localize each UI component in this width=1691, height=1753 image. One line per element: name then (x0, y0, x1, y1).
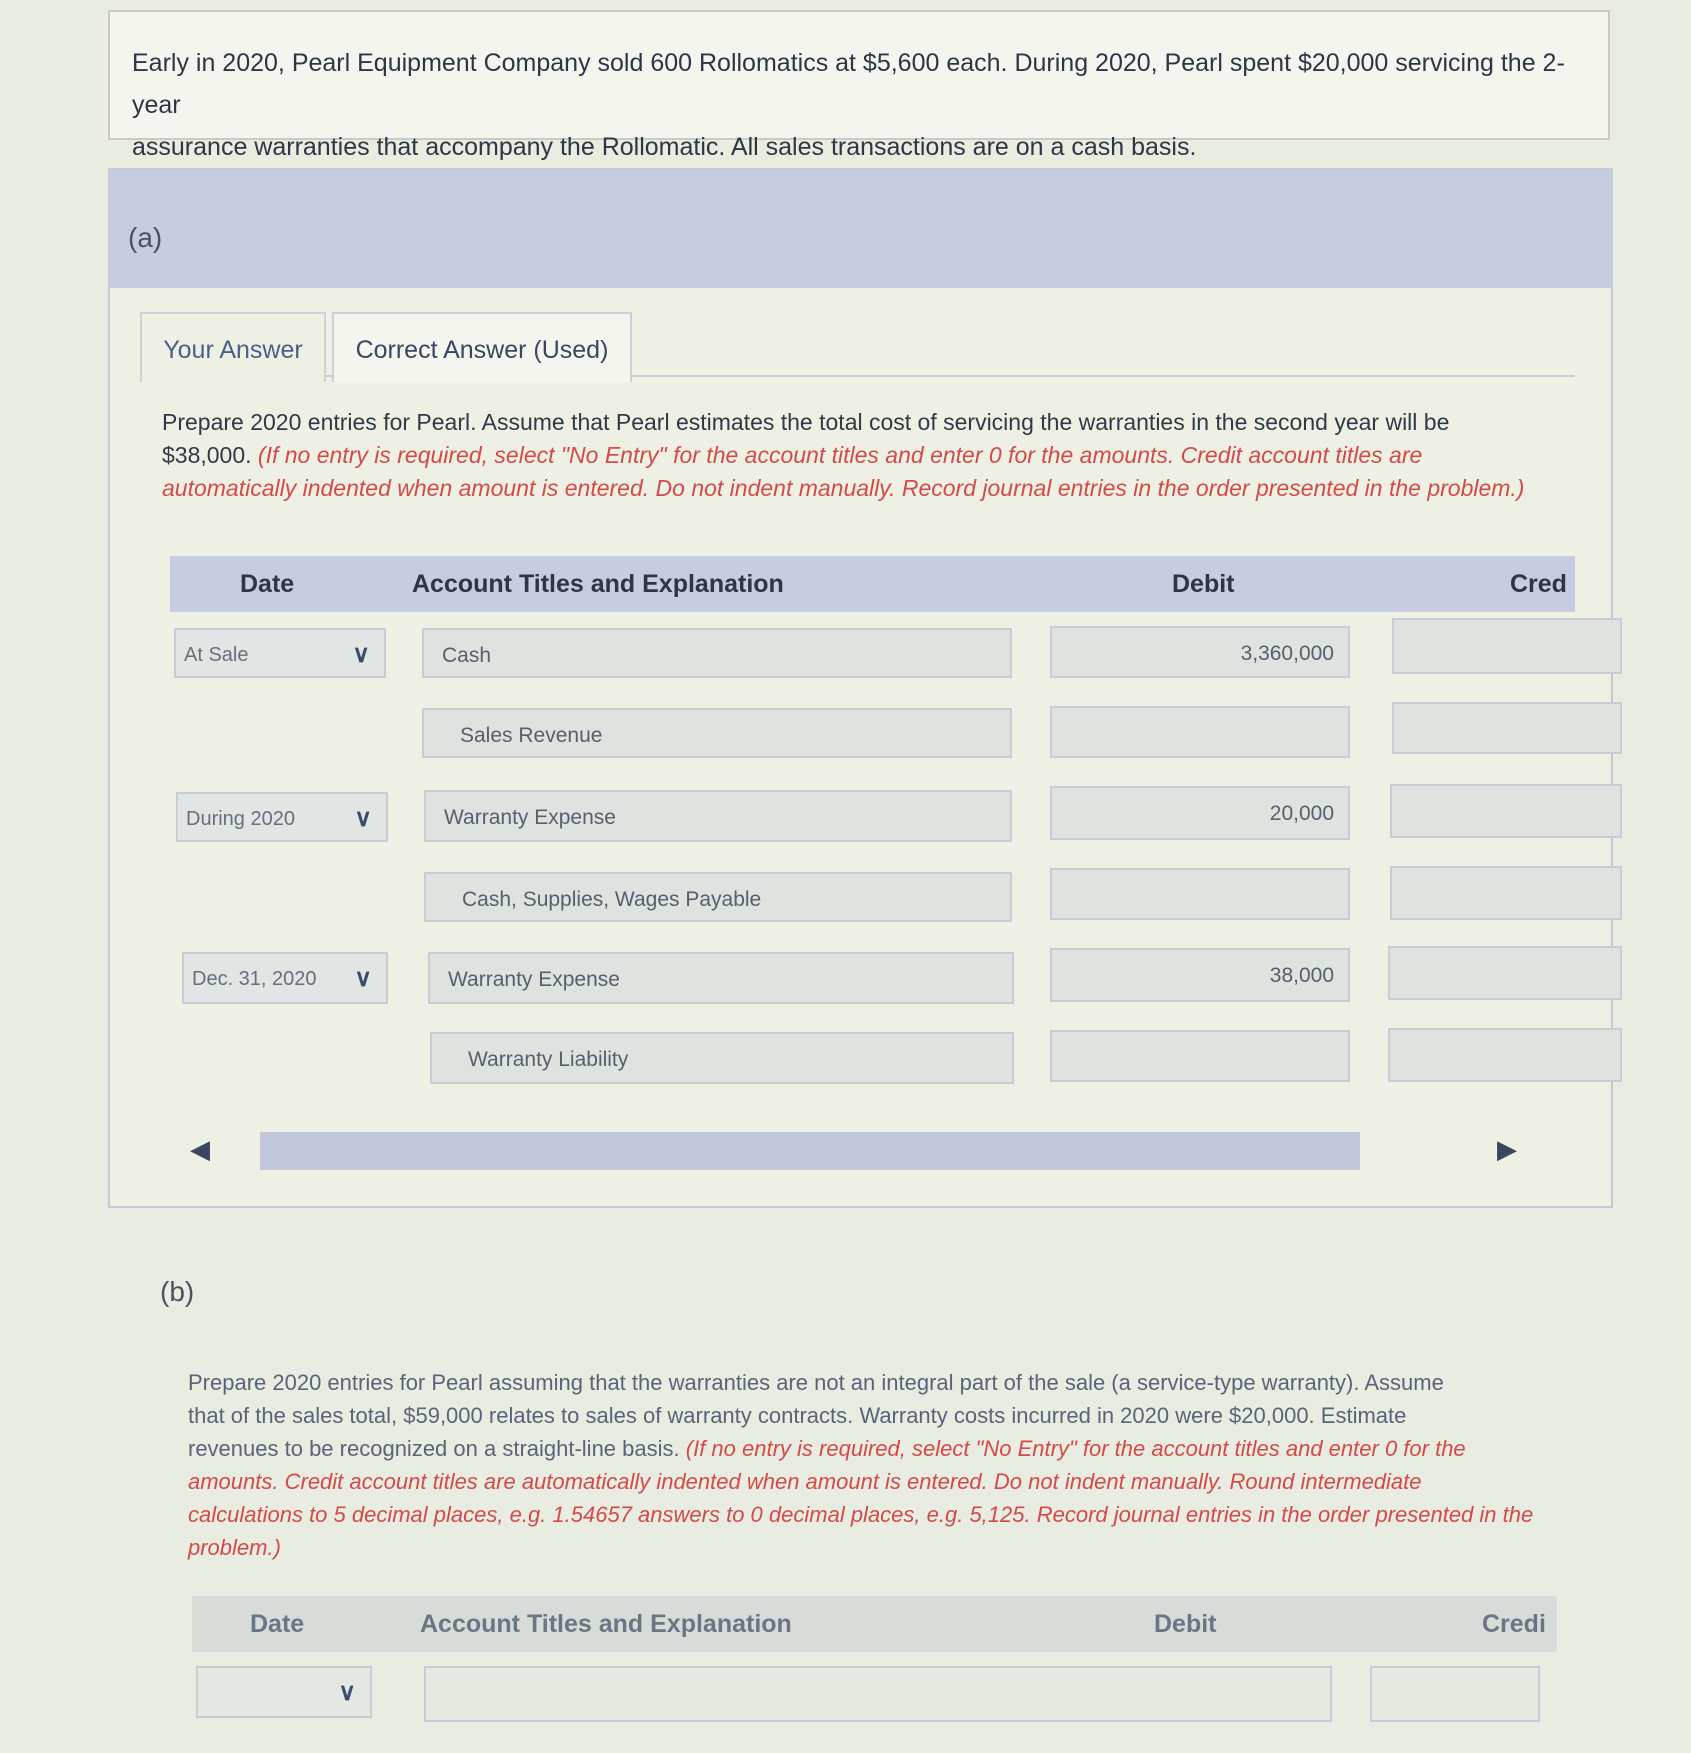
part-a-label: (a) (128, 222, 163, 253)
header-account: Account Titles and Explanation (420, 1610, 792, 1638)
credit-field-row-3[interactable] (1390, 784, 1622, 838)
debit-field-row-4[interactable] (1050, 868, 1350, 920)
date-select-value: During 2020 (186, 808, 295, 830)
credit-field-row-5[interactable] (1388, 946, 1622, 1000)
chevron-down-icon: ∨ (352, 641, 370, 668)
credit-field-row-1[interactable] (1392, 618, 1622, 674)
header-date: Date (240, 570, 295, 598)
account-field-row-1[interactable]: Cash (422, 628, 1012, 678)
chevron-down-icon: ∨ (338, 1679, 356, 1706)
instruction-note: (If no entry is required, select "No Entry" for the account titles and enter 0 for the amounts. Credit account titles are (257, 442, 1423, 468)
date-select-value: At Sale (184, 644, 249, 666)
account-field-row-5[interactable]: Warranty Expense (428, 952, 1014, 1004)
header-debit: Debit (1154, 1610, 1217, 1638)
instruction-note: amounts. Credit account titles are automatically indented when amount is entered. Do not indent manually. Round intermediate (188, 1469, 1422, 1494)
tab-correct-answer[interactable]: Correct Answer (Used) (332, 312, 632, 382)
date-select-row-5[interactable] (182, 952, 388, 1004)
instruction-text: Prepare 2020 entries for Pearl assuming that the warranties are not an integral part of the sale (a service-type warranty). Assume (188, 1370, 1444, 1395)
credit-field-row-6[interactable] (1388, 1028, 1622, 1082)
account-field-row-3[interactable]: Warranty Expense (424, 790, 1012, 842)
journal-table-header (170, 556, 1575, 612)
tab-your-answer[interactable]: Your Answer (140, 312, 326, 382)
instruction-text: that of the sales total, $59,000 relates to sales of warranty contracts. Warranty costs incurred in 2020 were $20,000. Estimate (188, 1403, 1407, 1428)
header-credit: Credi (1482, 1610, 1546, 1638)
part-b-instructions (188, 1366, 1598, 1564)
part-a-section (108, 168, 1613, 1208)
part-a-header (110, 170, 1611, 288)
debit-field-row-2[interactable] (1050, 706, 1350, 758)
account-field-row-6[interactable]: Warranty Liability (430, 1032, 1014, 1084)
horizontal-scrollbar[interactable] (152, 1126, 1537, 1176)
part-b-date-select-row-1[interactable] (196, 1666, 372, 1718)
part-a-instructions (162, 406, 1572, 505)
header-debit: Debit (1172, 570, 1235, 598)
date-select-row-1[interactable] (174, 628, 386, 678)
part-b-label: (b) (160, 1276, 195, 1307)
instruction-note: problem.) (188, 1535, 281, 1560)
triangle-right-icon[interactable]: ▶ (1497, 1134, 1517, 1164)
instruction-text: revenues to be recognized on a straight-line basis. (188, 1436, 680, 1461)
problem-statement (108, 10, 1610, 161)
account-field-row-4[interactable]: Cash, Supplies, Wages Payable (424, 872, 1012, 922)
date-select-row-3[interactable] (176, 792, 388, 842)
problem-line-1: Early in 2020, Pearl Equipment Company sold 600 Rollomatics at $5,600 each. During 2020, Pearl spent $20,000 servicing the 2-year (132, 49, 1565, 119)
instruction-note: (If no entry is required, select "No Entry" for the account titles and enter 0 for the (685, 1436, 1466, 1461)
header-credit: Cred (1510, 570, 1567, 598)
instruction-text: Prepare 2020 entries for Pearl. Assume that Pearl estimates the total cost of servicing the warranties in the second year will be (162, 409, 1450, 435)
chevron-down-icon: ∨ (354, 965, 372, 992)
header-account: Account Titles and Explanation (412, 570, 784, 598)
credit-field-row-4[interactable] (1390, 866, 1622, 920)
part-b-credit-field-row-1[interactable] (1370, 1666, 1540, 1722)
header-date: Date (250, 1610, 305, 1638)
credit-field-row-2[interactable] (1392, 702, 1622, 754)
scrollbar-thumb[interactable] (260, 1132, 1360, 1170)
part-b-account-field-row-1[interactable] (424, 1666, 1332, 1722)
date-select-value: Dec. 31, 2020 (192, 968, 317, 990)
instruction-note: automatically indented when amount is entered. Do not indent manually. Record journal entries in the order presented in the problem.) (162, 475, 1525, 501)
chevron-down-icon: ∨ (354, 805, 372, 832)
debit-field-row-5[interactable]: 38,000 (1050, 948, 1350, 1002)
part-b-table-header (192, 1596, 1557, 1652)
instruction-text: $38,000. (162, 442, 252, 468)
problem-line-2: assurance warranties that accompany the Rollomatic. All sales transactions are on a cash basis. (132, 133, 1197, 161)
debit-field-row-3[interactable]: 20,000 (1050, 786, 1350, 840)
account-field-row-2[interactable]: Sales Revenue (422, 708, 1012, 758)
debit-field-row-6[interactable] (1050, 1030, 1350, 1082)
debit-field-row-1[interactable]: 3,360,000 (1050, 626, 1350, 678)
triangle-left-icon[interactable]: ◀ (190, 1134, 210, 1164)
instruction-note: calculations to 5 decimal places, e.g. 1.54657 answers to 0 decimal places, e.g. 5,125. Record journal entries in the order presented in the (188, 1502, 1534, 1527)
